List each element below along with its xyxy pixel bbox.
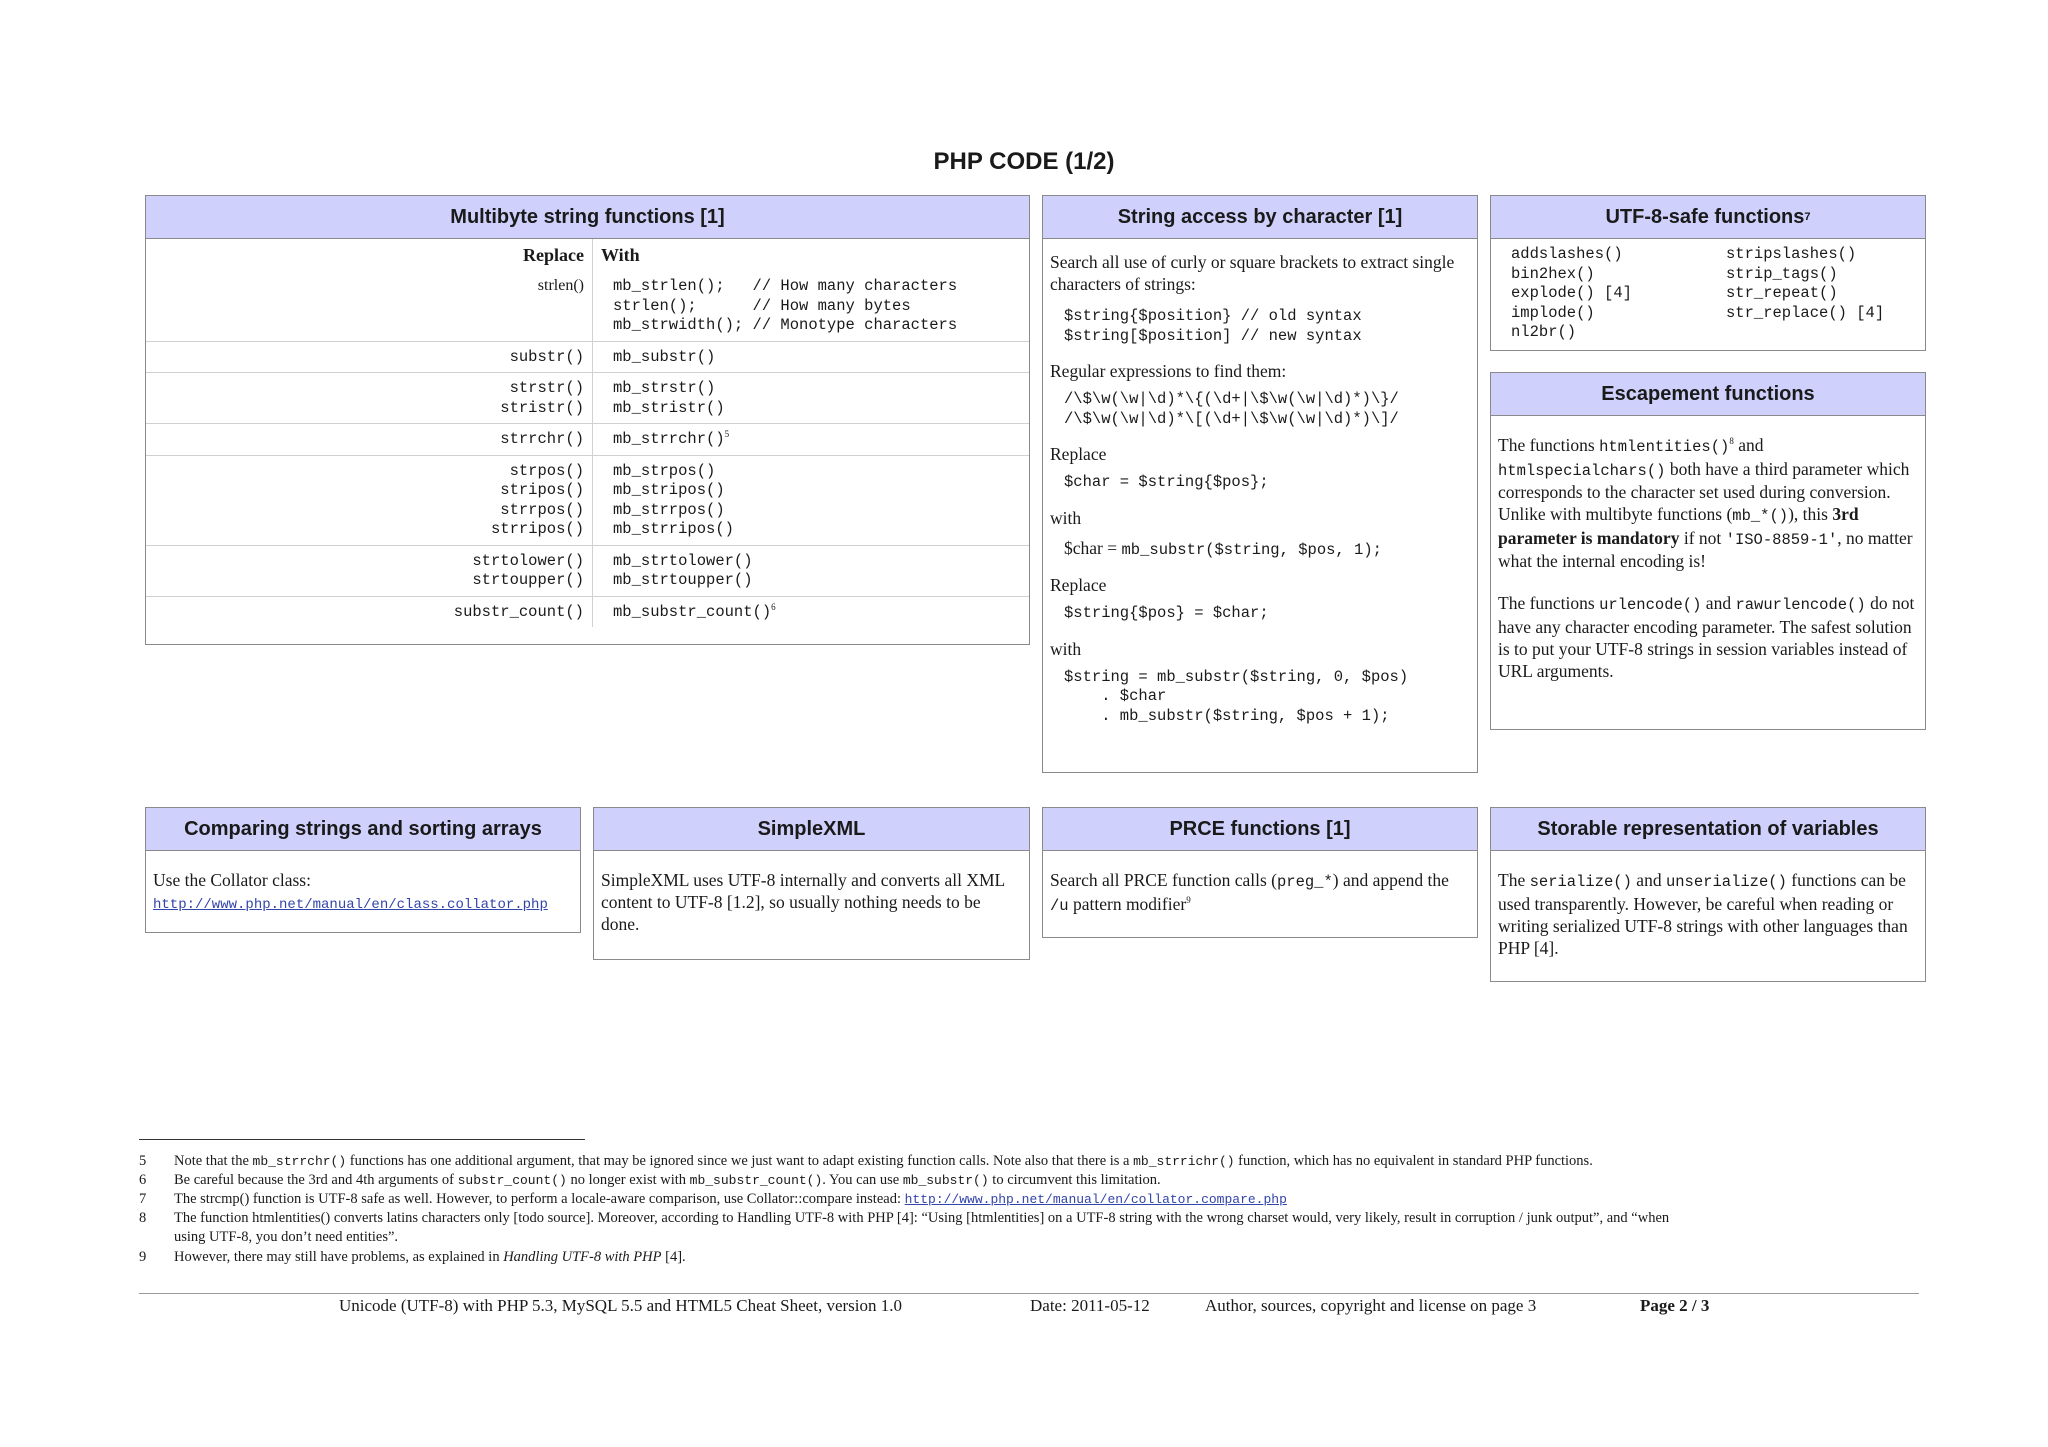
with-cell (593, 455, 1030, 545)
footer-divider (139, 1293, 1919, 1294)
utf8-safe-function: bin2hex() (1511, 264, 1595, 283)
with-function: mb_stristr() (613, 398, 725, 417)
table-row (146, 424, 1029, 456)
replace-function: strstr() (509, 379, 584, 397)
with-cell (593, 271, 1030, 341)
escapement-paragraph-2: The functions urlencode() and rawurlencode() do not have any character encoding parameter. The safest solution is to put your UTF-8 strings in session variables instead of URL arguments. (1498, 593, 1915, 681)
utf8-safe-function: nl2br() (1511, 323, 1577, 341)
footer-date: Date: 2011-05-12 (1030, 1296, 1150, 1315)
replace-function: strlen() (537, 277, 584, 294)
replace-label-2: Replace (1050, 575, 1107, 595)
with-function: mb_strwidth(); // Monotype characters (613, 316, 958, 334)
utf8-safe-function: str_repeat() (1726, 284, 1838, 302)
footer-page-number: Page 2 / 3 (1640, 1296, 1710, 1315)
with-cell (593, 341, 1030, 373)
replace-function: strrpos() (500, 500, 584, 519)
replace-function: substr() (509, 347, 584, 366)
utf8-safe-function: implode() (1511, 303, 1595, 322)
with-cell (593, 545, 1030, 596)
comparing-text: Use the Collator class: (153, 870, 311, 890)
simplexml-box (593, 807, 1030, 960)
with-function: mb_substr() (613, 347, 716, 366)
replace-function: strpos() (509, 461, 584, 480)
col-replace-header: Replace (146, 239, 593, 271)
multibyte-table (146, 239, 1029, 627)
code-2: $char = mb_substr($string, $pos, 1); (1064, 537, 1382, 559)
prce-box (1042, 807, 1478, 938)
footnote-6: 6 Be careful because the 3rd and 4th arguments of substr_count() no longer exist with mb_substr_count(). You can use mb_substr() to circumvent this limitation. (139, 1172, 1161, 1188)
with-function: strlen(); // How many bytes (613, 296, 911, 315)
simplexml-text: SimpleXML uses UTF-8 internally and converts all XML content to UTF-8 [1.2], so usually nothing needs to be done. (601, 870, 1005, 934)
footer-sheet-title: Unicode (UTF-8) with PHP 5.3, MySQL 5.5 and HTML5 Cheat Sheet, version 1.0 (339, 1296, 902, 1315)
col-with-header: With (601, 245, 640, 265)
storable-text: The serialize() and unserialize() functions can be used transparently. However, be careful when reading or writing serialized UTF-8 strings with other languages than PHP [4]. (1498, 870, 1908, 958)
with-function: mb_strrpos() (613, 500, 725, 519)
table-row (146, 341, 1029, 373)
with-label-2: with (1050, 638, 1082, 659)
footnote-8: 8 The function htmlentities() converts latins characters only [todo source]. Moreover, according to Handling UTF-8 with PHP [4]: “Using [htmlentities] on a UTF-8 string with the wrong charset would, very likely, result in corruption / junk output”, and “when using UTF-8, you don’t need entities”. (139, 1210, 1670, 1245)
table-row (146, 373, 1029, 424)
footnote-5: 5 Note that the mb_strrchr() functions has one additional argument, that may be ignored since we just want to adapt existing function calls. Note also that there is a mb_strrichr() function, which has no equivalent in standard PHP functions. (139, 1153, 1593, 1169)
prce-heading: PRCE functions [1] (1043, 808, 1477, 851)
replace-cell (146, 424, 593, 456)
escapement-paragraph-1: The functions htmlentities()$^8$ and htmlspecialchars() both have a third parameter which corresponds to the character set used during conversion. Unlike with multibyte functions (mb_*()), this 3rd parameter is mandatory if not 'ISO-8859-1', no matter what the internal encoding is! (1498, 435, 1913, 571)
with-function: mb_strrchr()$^5$ (613, 428, 730, 448)
replace-cell (146, 271, 593, 341)
with-cell (593, 373, 1030, 424)
utf8-safe-col-1 (1511, 245, 1726, 343)
storable-heading: Storable representation of variables (1491, 808, 1925, 851)
replace-cell (146, 596, 593, 627)
replace-function: stristr() (500, 398, 584, 417)
replace-function: strripos() (490, 520, 584, 538)
with-function: mb_strstr() (613, 379, 716, 397)
with-function: mb_strripos() (613, 520, 734, 538)
collator-compare-link[interactable]: http://www.php.net/manual/en/collator.compare.php (904, 1192, 1287, 1207)
multibyte-heading: Multibyte string functions [1] (146, 196, 1029, 239)
syntax-code: $string{$position} // old syntax $string[$position] // new syntax (1064, 307, 1362, 345)
replace-function: stripos() (500, 481, 584, 499)
table-header-row (146, 239, 1029, 271)
multibyte-box (145, 195, 1030, 645)
string-access-heading: String access by character [1] (1043, 196, 1477, 239)
code-3: $string{$pos} = $char; (1064, 604, 1269, 622)
replace-cell (146, 545, 593, 596)
replace-cell (146, 341, 593, 373)
escapement-heading: Escapement functions (1491, 373, 1925, 416)
table-row (146, 455, 1029, 545)
replace-cell (146, 455, 593, 545)
page-title: PHP CODE (1/2) (933, 148, 1115, 175)
with-function: mb_substr_count()$^6$ (613, 601, 776, 621)
regex-code: /\$\w(\w|\d)*\{(\d+|\$\w(\w|\d)*)\}/ /\$\w(\w|\d)*\[(\d+|\$\w(\w|\d)*)\]/ (1064, 390, 1399, 428)
utf8-safe-function: str_replace() [4] (1726, 303, 1885, 322)
replace-label-1: Replace (1050, 444, 1107, 464)
collator-class-link[interactable]: http://www.php.net/manual/en/class.collator.php (153, 897, 548, 913)
replace-function: strtolower() (472, 551, 584, 570)
with-function: mb_strlen(); // How many characters (613, 277, 958, 295)
with-cell (593, 596, 1030, 627)
footnote-9: 9 However, there may still have problems, as explained in Handling UTF-8 with PHP [4]. (139, 1249, 686, 1265)
prce-text: Search all PRCE function calls (preg_*) and append the /u pattern modifier$^9$ (1050, 870, 1449, 915)
escapement-box (1490, 372, 1926, 730)
with-function: mb_strtoupper() (613, 571, 753, 589)
replace-cell (146, 373, 593, 424)
simplexml-heading: SimpleXML (594, 808, 1029, 851)
string-access-intro: Search all use of curly or square brackets to extract single characters of strings: (1050, 252, 1455, 294)
utf8-safe-heading: UTF-8-safe functions 7 (1491, 196, 1925, 239)
utf8-safe-col-2 (1726, 245, 1926, 343)
table-row (146, 271, 1029, 341)
string-access-box (1042, 195, 1478, 773)
code-1: $char = $string{$pos}; (1064, 473, 1269, 491)
storable-box (1490, 807, 1926, 982)
utf8-safe-function: strip_tags() (1726, 264, 1838, 283)
utf8-safe-function: addslashes() (1511, 245, 1623, 263)
code-4: $string = mb_substr($string, 0, $pos) . $char . mb_substr($string, $pos + 1); (1064, 667, 1409, 725)
footnote-divider (139, 1139, 585, 1140)
utf8-safe-box (1490, 195, 1926, 351)
with-label-1: with (1050, 507, 1082, 528)
replace-function: substr_count() (453, 602, 584, 621)
comparing-box (145, 807, 581, 933)
utf8-safe-function: explode() [4] (1511, 284, 1632, 302)
footnote-7: 7 The strcmp() function is UTF-8 safe as well. However, to perform a locale-aware comparison, use Collator::compare instead: http://www.php.net/manual/en/collator.compare.php (139, 1191, 1287, 1207)
with-function: mb_stripos() (613, 481, 725, 499)
replace-function: strtoupper() (472, 571, 584, 589)
table-row (146, 596, 1029, 627)
comparing-heading: Comparing strings and sorting arrays (146, 808, 580, 851)
with-cell (593, 424, 1030, 456)
replace-function: strrchr() (500, 430, 584, 448)
with-function: mb_strtolower() (613, 551, 753, 570)
table-row (146, 545, 1029, 596)
footer-author: Author, sources, copyright and license on page 3 (1205, 1296, 1537, 1315)
utf8-safe-function: stripslashes() (1726, 245, 1857, 263)
regex-label: Regular expressions to find them: (1050, 361, 1287, 381)
with-function: mb_strpos() (613, 461, 716, 480)
